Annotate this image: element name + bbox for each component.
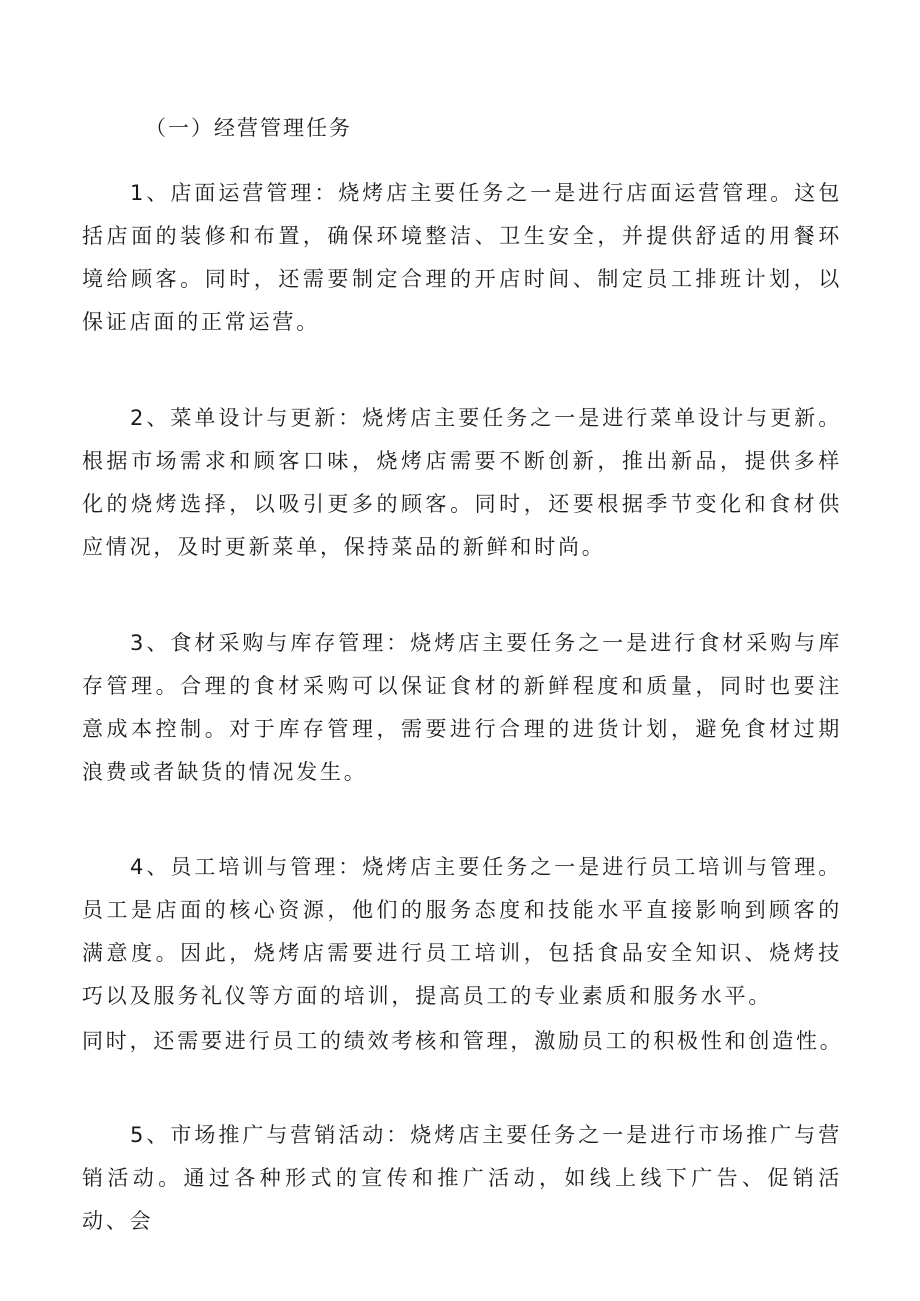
- paragraph-menu-design: 2、菜单设计与更新：烧烤店主要任务之一是进行菜单设计与更新。根据市场需求和顾客口味，烧烤店需要不断创新，推出新品，提供多样化的烧烤选择，以吸引更多的顾客。同时，还要根据季节变化和食材供应情况，及时更新菜单，保持菜品的新鲜和时尚。: [82, 406, 842, 559]
- paragraph-storefront-operations: 1、店面运营管理：烧烤店主要任务之一是进行店面运营管理。这包括店面的装修和布置，确保环境整洁、卫生安全，并提供舒适的用餐环境给顾客。同时，还需要制定合理的开店时间、制定员工排班计划，以保证店面的正常运营。: [82, 181, 842, 334]
- paragraph-staff-performance: 同时，还需要进行员工的绩效考核和管理，激励员工的积极性和创造性。: [82, 1029, 844, 1053]
- paragraph-marketing: 5、市场推广与营销活动：烧烤店主要任务之一是进行市场推广与营销活动。通过各种形式的宣传和推广活动，如线上线下广告、促销活动、会: [82, 1123, 842, 1233]
- paragraph-procurement-inventory: 3、食材采购与库存管理：烧烤店主要任务之一是进行食材采购与库存管理。合理的食材采购可以保证食材的新鲜程度和质量，同时也要注意成本控制。对于库存管理，需要进行合理的进货计划，避免食材过期浪费或者缺货的情况发生。: [82, 631, 842, 784]
- section-heading: （一）经营管理任务: [145, 116, 352, 140]
- paragraph-staff-training: 4、员工培训与管理：烧烤店主要任务之一是进行员工培训与管理。员工是店面的核心资源，他们的服务态度和技能水平直接影响到顾客的满意度。因此，烧烤店需要进行员工培训，包括食品安全知识、烧烤技巧以及服务礼仪等方面的培训，提高员工的专业素质和服务水平。: [82, 855, 842, 1008]
